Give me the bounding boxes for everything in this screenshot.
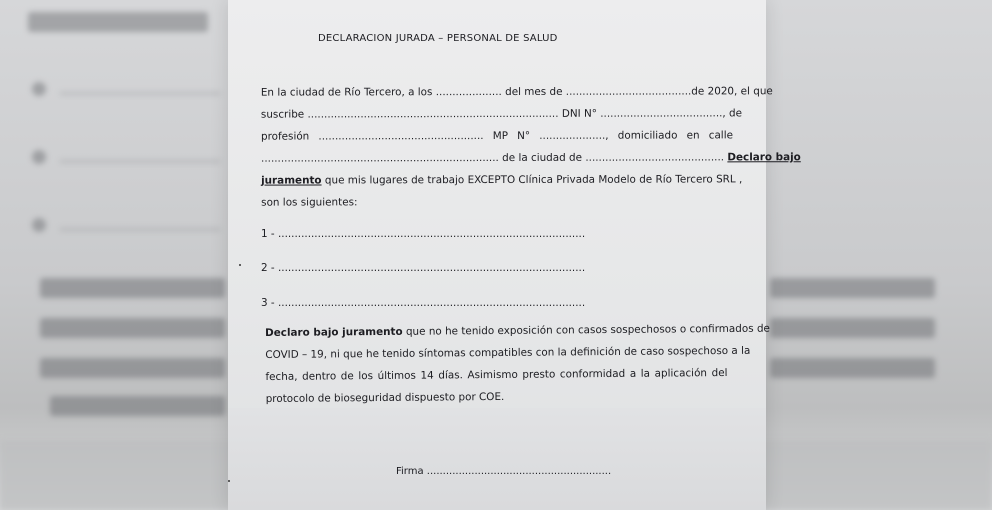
declaration-document <box>228 0 801 510</box>
signature-line: Firma .......................................................... <box>396 466 612 477</box>
workplace-line-2: 2 - ............................................................................................. <box>261 262 586 274</box>
paragraph-line: fecha, dentro de los últimos 14 días. Asimismo presto conformidad a la aplicación del <box>265 366 728 383</box>
stray-mark <box>228 480 230 482</box>
paragraph-line: protocolo de bioseguridad dispuesto por COE. <box>265 390 505 405</box>
stray-mark <box>239 264 241 266</box>
covid-declaration-paragraph <box>265 318 770 410</box>
declaro-bajo-juramento-bold: Declaro bajo juramento <box>265 325 403 339</box>
workplace-line-1: 1 - ............................................................................................. <box>261 228 586 240</box>
workplace-line-3: 3 - ............................................................................................. <box>261 297 586 309</box>
paragraph-line: COVID – 19, ni que he tenido síntomas compatibles con la definición de caso sospechoso a la <box>265 344 751 361</box>
declaro-bajo-emphasis: Declaro bajo <box>727 151 801 164</box>
paragraph-text: que no he tenido exposición con casos sospechosos o confirmados de <box>402 322 770 338</box>
paragraph-line: son los siguientes: <box>261 196 358 209</box>
paragraph-line <box>261 168 743 191</box>
paragraph-line: suscribe ............................................................................ DNI N° ....................................., de <box>260 107 743 121</box>
declaration-paragraph <box>260 80 801 213</box>
document-title: DECLARACION JURADA – PERSONAL DE SALUD <box>318 33 558 44</box>
paragraph-line: En la ciudad de Río Tercero, a los .................... del mes de ......................................de 2020, el que <box>260 85 773 99</box>
juramento-emphasis: juramento <box>261 174 322 187</box>
paper-fold-shadow <box>228 408 766 510</box>
paragraph-text: que mis lugares de trabajo EXCEPTO Clínica Privada Modelo de Río Tercero SRL , <box>321 173 743 187</box>
paragraph-line <box>261 146 801 169</box>
paragraph-line: profesión .................................................. MP N° ...................., domiciliado en calle <box>260 129 733 143</box>
paragraph-text: ........................................................................ de la ciudad de .......................................... <box>261 151 728 165</box>
